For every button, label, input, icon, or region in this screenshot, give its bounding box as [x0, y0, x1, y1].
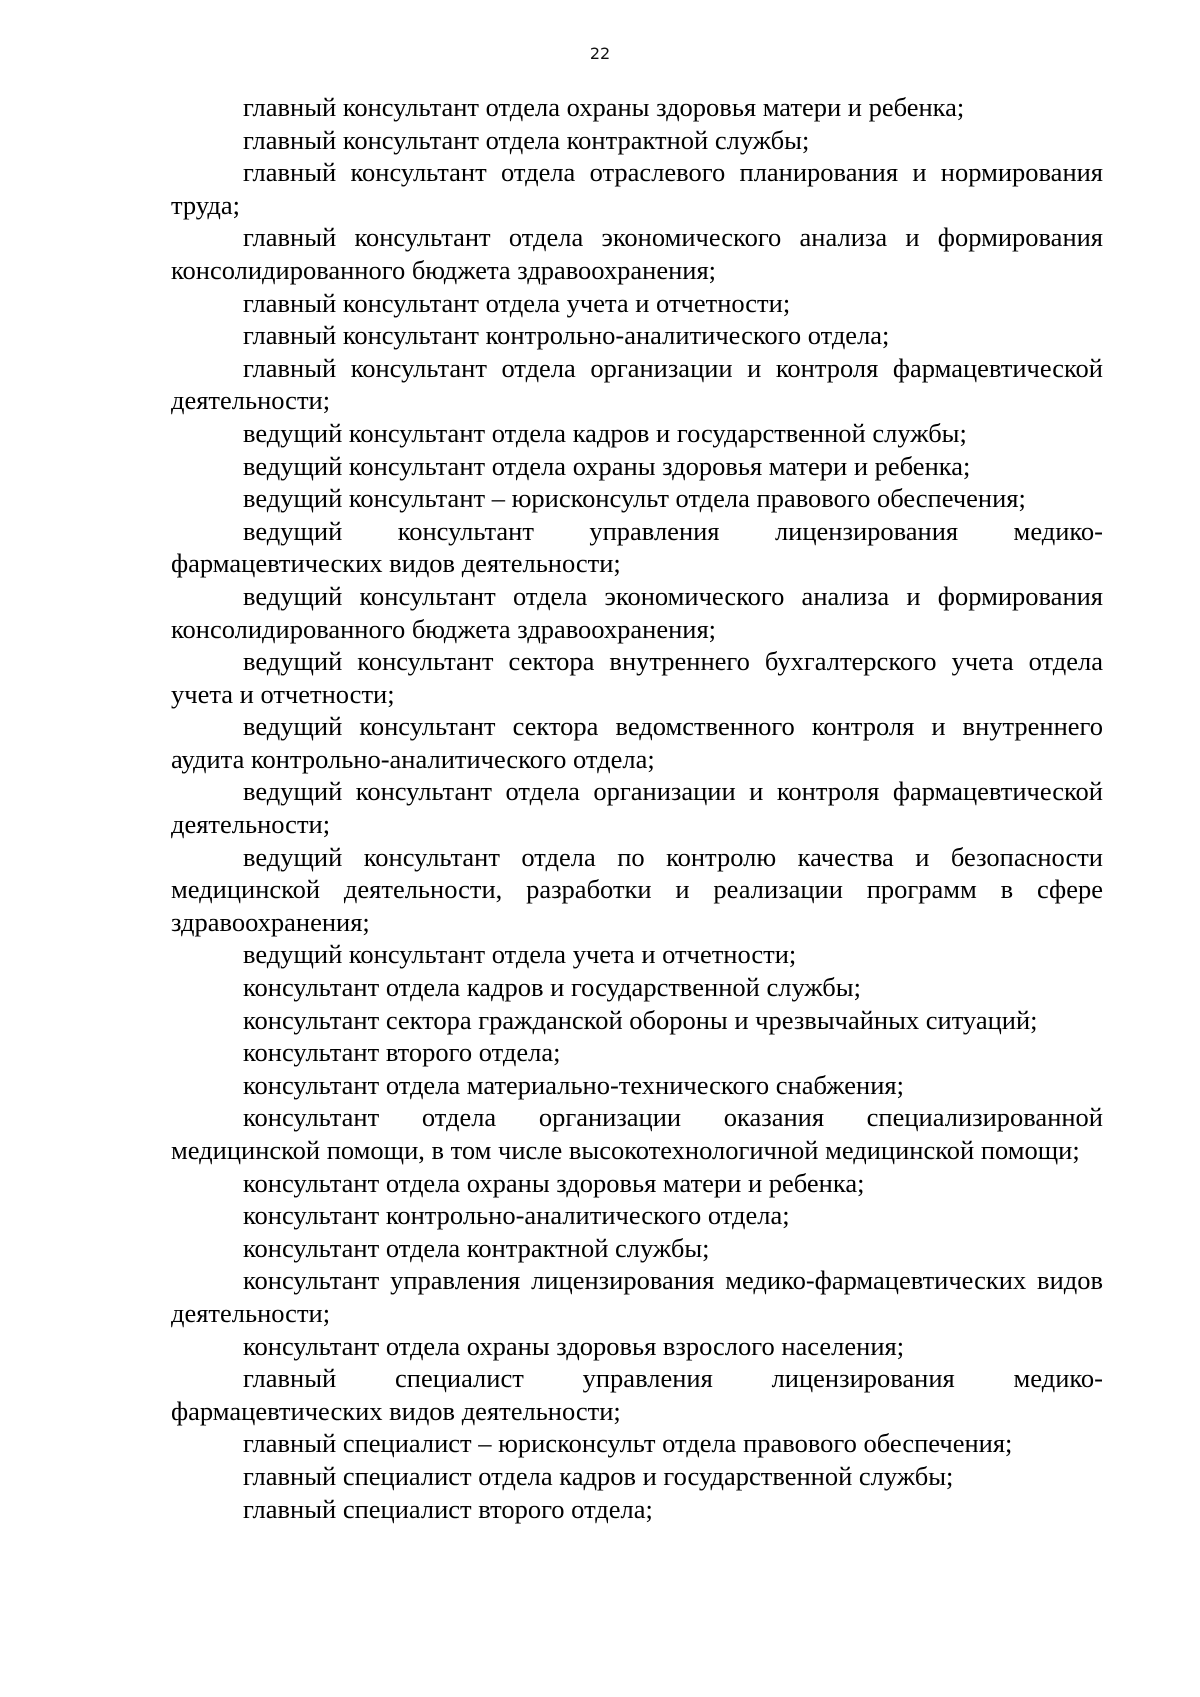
list-item: главный консультант отдела экономического анализа и формирования консолидированного бюджета здравоохранения; [171, 222, 1103, 285]
list-item: главный специалист управления лицензирования медико-фармацевтических видов деятельности; [171, 1363, 1103, 1426]
list-item: консультант контрольно-аналитического отдела; [243, 1200, 790, 1231]
list-item: главный консультант контрольно-аналитического отдела; [243, 320, 890, 351]
list-item: ведущий консультант отдела учета и отчетности; [243, 939, 797, 970]
list-item: консультант второго отдела; [243, 1037, 561, 1068]
list-item: ведущий консультант отдела организации и контроля фармацевтической деятельности; [171, 776, 1103, 840]
position-list [171, 91, 1103, 1525]
list-item: ведущий консультант сектора внутреннего бухгалтерского учета отдела учета и отчетности; [171, 646, 1103, 709]
list-item: консультант отдела организации оказания специализированной медицинской помощи, в том числе высокотехнологичной медицинской помощи; [171, 1102, 1103, 1165]
list-item: консультант отдела материально-технического снабжения; [243, 1069, 904, 1100]
list-item: главный специалист второго отдела; [243, 1493, 653, 1524]
list-item: консультант отдела охраны здоровья матери и ребенка; [243, 1167, 865, 1198]
list-item: главный консультант отдела охраны здоровья матери и ребенка; [243, 92, 965, 122]
list-item: главный специалист – юрисконсульт отдела правового обеспечения; [243, 1428, 1013, 1459]
list-item: ведущий консультант управления лицензирования медико-фармацевтических видов деятельности; [171, 515, 1103, 579]
list-item: консультант сектора гражданской обороны и чрезвычайных ситуаций; [243, 1004, 1038, 1035]
list-item: консультант отдела кадров и государственной службы; [243, 972, 861, 1003]
list-item: ведущий консультант сектора ведомственного контроля и внутреннего аудита контрольно-аналитического отдела; [171, 711, 1103, 774]
list-item: ведущий консультант отдела охраны здоровья матери и ребенка; [243, 450, 971, 481]
list-item: консультант управления лицензирования медико-фармацевтических видов деятельности; [171, 1265, 1103, 1328]
list-item: ведущий консультант – юрисконсульт отдела правового обеспечения; [243, 483, 1026, 514]
list-item: главный специалист отдела кадров и государственной службы; [243, 1460, 954, 1491]
page-number: 22 [589, 44, 611, 63]
list-item: главный консультант отдела организации и контроля фармацевтической деятельности; [171, 352, 1103, 416]
list-item: ведущий консультант отдела кадров и государственной службы; [243, 417, 967, 448]
list-item: главный консультант отдела контрактной службы; [243, 124, 810, 155]
list-item: главный консультант отдела отраслевого планирования и нормирования труда; [171, 157, 1103, 220]
list-item: главный консультант отдела учета и отчетности; [243, 287, 791, 318]
list-item: ведущий консультант отдела по контролю качества и безопасности медицинской деятельности, разработки и реализации программ в сфере здравоохранения; [171, 841, 1103, 937]
list-item: консультант отдела охраны здоровья взрослого населения; [243, 1330, 905, 1361]
list-item: ведущий консультант отдела экономического анализа и формирования консолидированного бюджета здравоохранения; [171, 580, 1103, 644]
list-item: консультант отдела контрактной службы; [243, 1232, 710, 1263]
